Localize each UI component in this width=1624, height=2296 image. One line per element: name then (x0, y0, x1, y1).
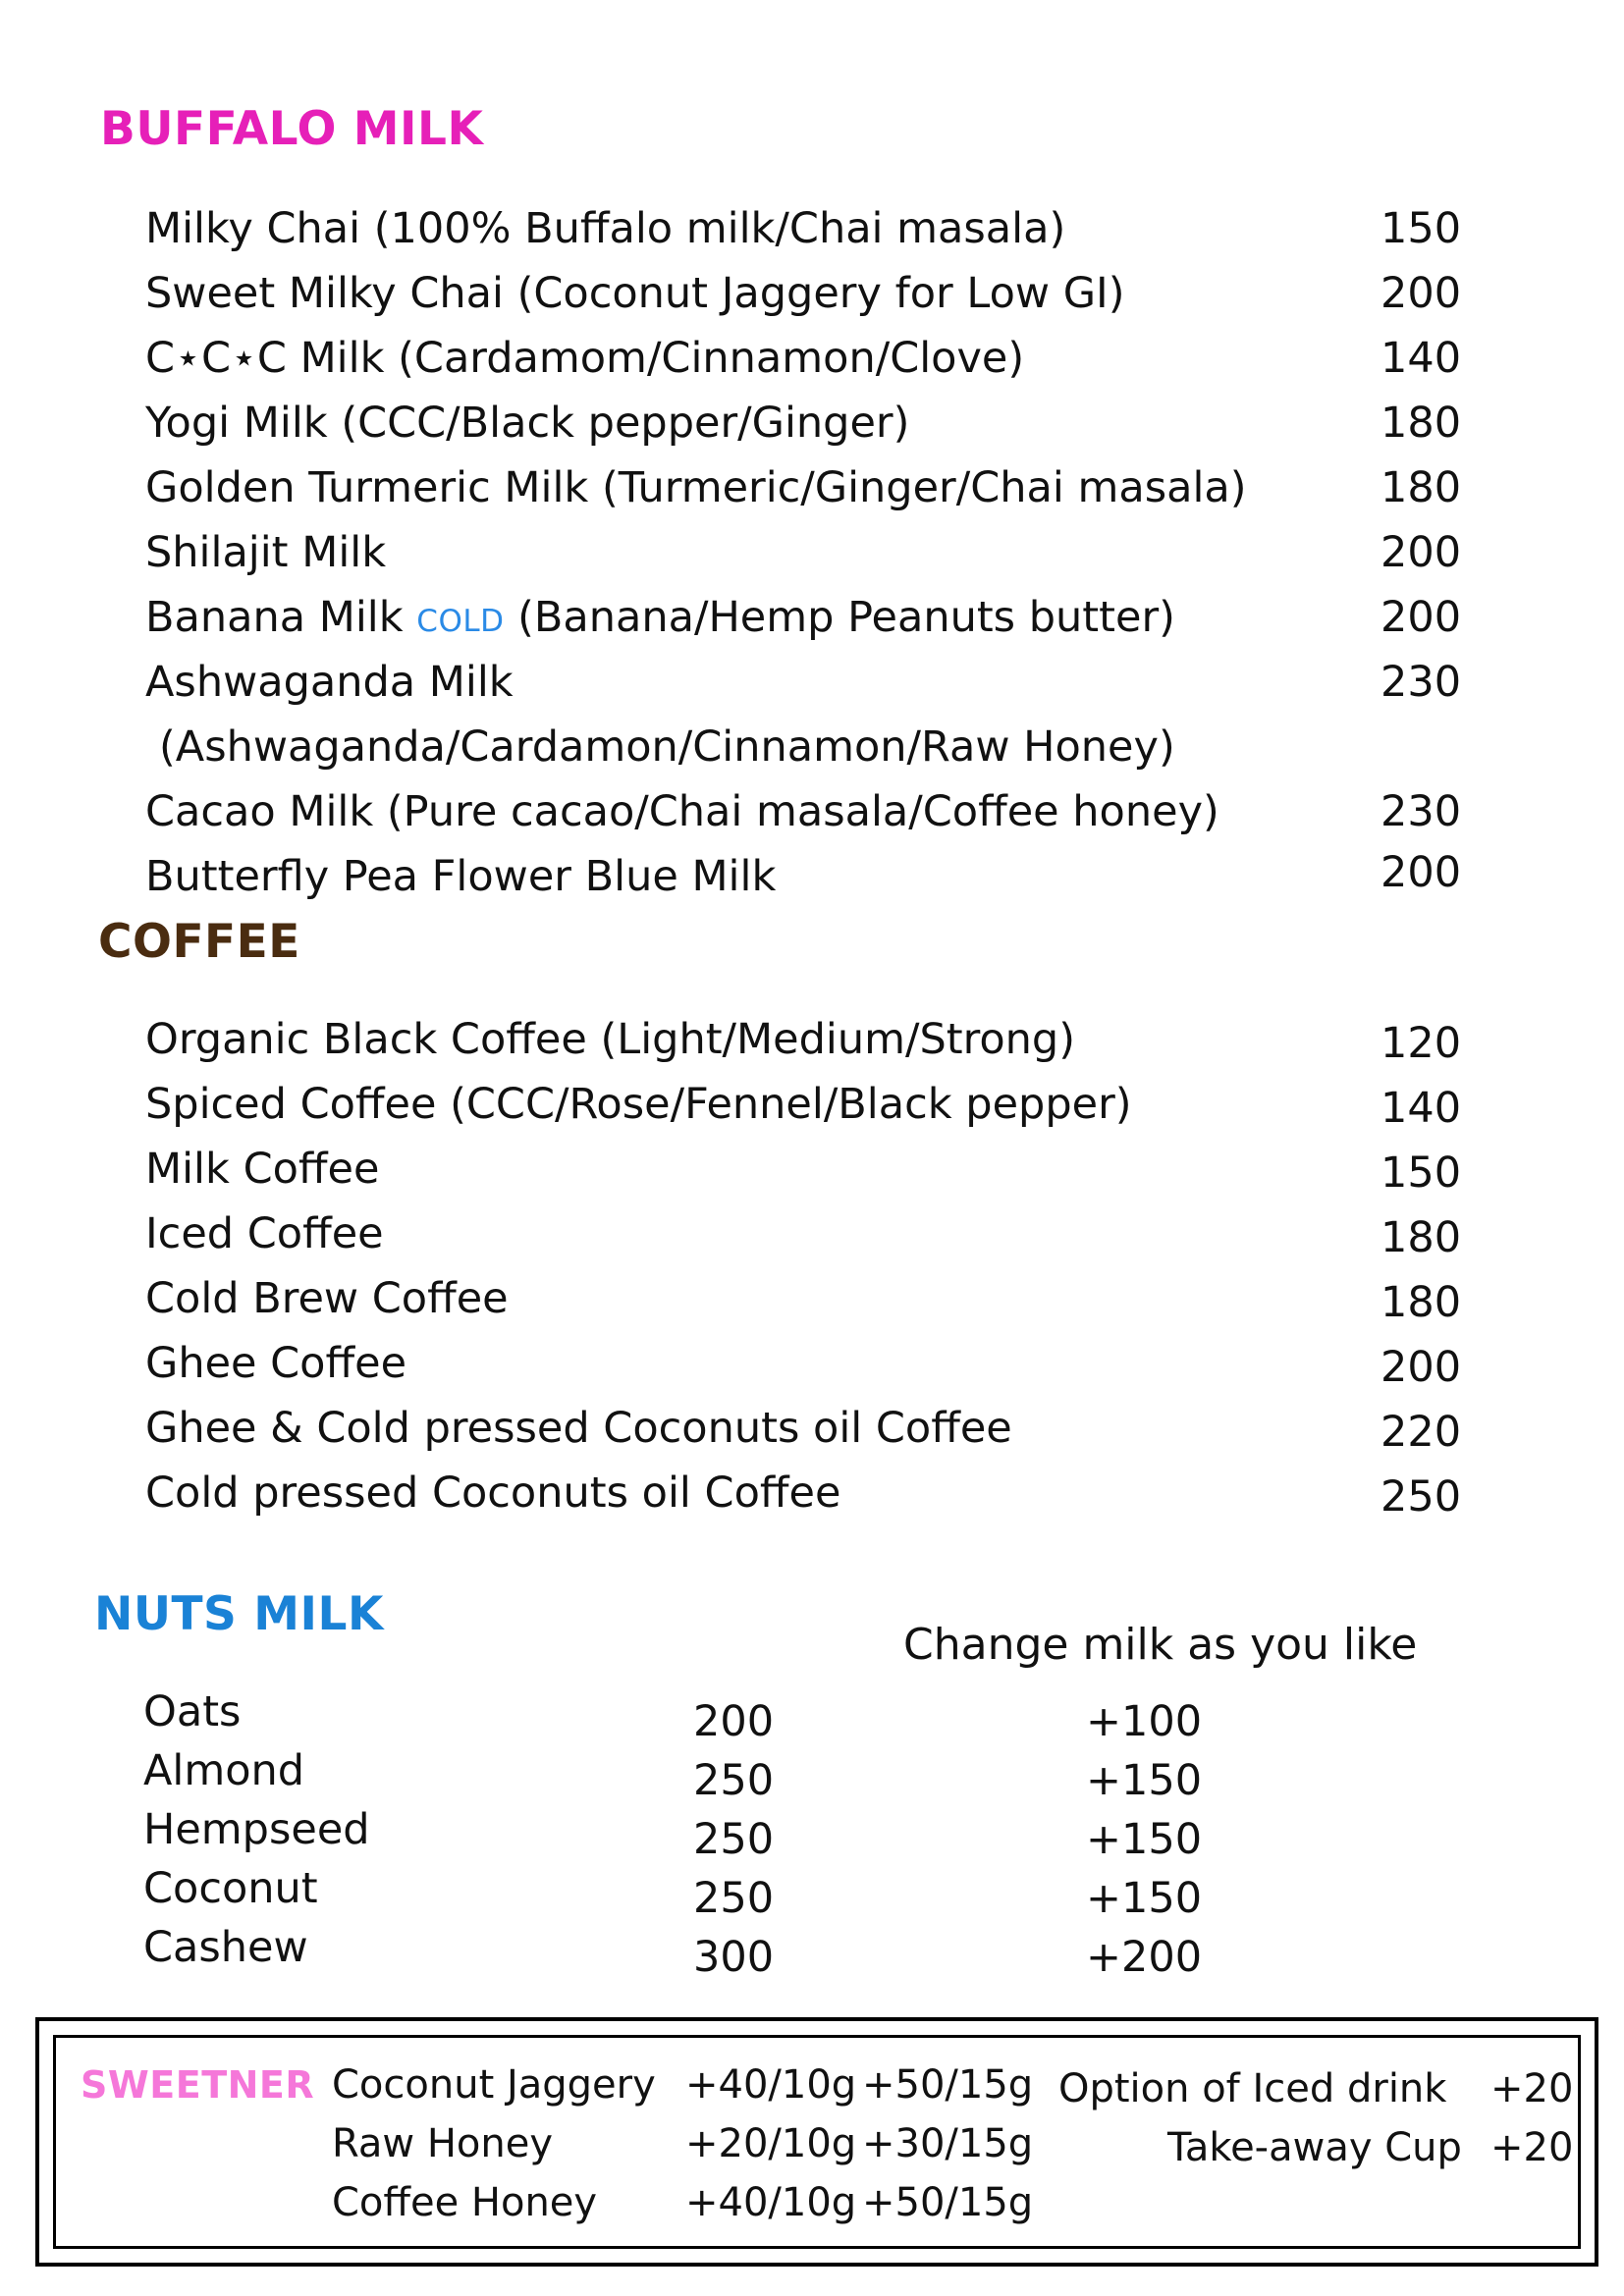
sweetener-price-10g: +40/10g (685, 2180, 857, 2225)
menu-item (145, 585, 1471, 650)
item-price: 140 (1380, 1084, 1462, 1133)
change-milk-label: Change milk as you like (903, 1620, 1418, 1670)
item-name: Shilajit Milk (145, 528, 387, 577)
item-price: 200 (1380, 528, 1462, 577)
nut-change-price: +150 (1086, 1874, 1203, 1923)
item-name: Ashwaganda Milk (145, 658, 514, 707)
menu-item (145, 1137, 1471, 1201)
item-price: 150 (1380, 1148, 1462, 1198)
nut-name: Cashew (143, 1923, 308, 1972)
item-price: 250 (1380, 1472, 1462, 1522)
nut-row (143, 1741, 1223, 1805)
nut-price: 250 (693, 1815, 775, 1864)
item-price: 230 (1380, 787, 1462, 836)
sweetener-name: Coconut Jaggery (332, 2062, 656, 2108)
item-price: 120 (1380, 1019, 1462, 1068)
menu-item (145, 261, 1471, 326)
nut-price: 250 (693, 1874, 775, 1923)
item-price: 200 (1380, 1343, 1462, 1392)
nuts-milk-list (143, 1682, 1223, 1982)
coffee-heading: COFFEE (98, 915, 300, 969)
item-price: 200 (1380, 593, 1462, 642)
menu-item (145, 1266, 1471, 1331)
extra-option-row (1167, 2118, 1574, 2177)
menu-item (145, 1331, 1471, 1396)
menu-item (145, 844, 1471, 909)
item-price: 220 (1380, 1408, 1462, 1457)
item-price: 140 (1380, 334, 1462, 383)
sweetener-name: Coffee Honey (332, 2180, 598, 2225)
menu-item (145, 779, 1471, 844)
sweetener-row (332, 2056, 1039, 2114)
item-price: 200 (1380, 848, 1462, 897)
item-name: Organic Black Coffee (Light/Medium/Strong) (145, 1015, 1075, 1064)
nut-name: Oats (143, 1687, 242, 1736)
sweetener-price-15g: +30/15g (862, 2121, 1034, 2166)
item-name: Milk Coffee (145, 1145, 380, 1194)
menu-item (145, 196, 1471, 261)
menu-item-detail (145, 715, 1471, 779)
buffalo-milk-list (145, 196, 1471, 909)
item-price: 230 (1380, 658, 1462, 707)
sweetener-price-10g: +40/10g (685, 2062, 857, 2108)
nuts-milk-heading: NUTS MILK (94, 1587, 384, 1641)
nut-row (143, 1918, 1223, 1982)
menu-item (145, 650, 1471, 715)
sweetener-price-10g: +20/10g (685, 2121, 857, 2166)
extra-option-row (1058, 2059, 1574, 2118)
item-price: 150 (1380, 204, 1462, 253)
nut-row (143, 1800, 1223, 1864)
nut-change-price: +200 (1086, 1933, 1203, 1982)
item-name: Sweet Milky Chai (Coconut Jaggery for Low GI) (145, 269, 1125, 318)
item-price: 180 (1380, 399, 1462, 448)
nut-change-price: +100 (1086, 1697, 1203, 1746)
menu-item (145, 1007, 1471, 1072)
menu-item (145, 520, 1471, 585)
nut-name: Coconut (143, 1864, 318, 1913)
item-price: 200 (1380, 269, 1462, 318)
item-name-detail: (Banana/Hemp Peanuts butter) (504, 593, 1175, 642)
sweetener-name: Raw Honey (332, 2121, 554, 2166)
extra-option-name: Take-away Cup (1167, 2125, 1462, 2170)
sweetener-price-15g: +50/15g (862, 2180, 1034, 2225)
sweetener-row (332, 2173, 1039, 2232)
item-name-part: Banana Milk (145, 593, 417, 642)
item-name: Yogi Milk (CCC/Black pepper/Ginger) (145, 399, 910, 448)
menu-item (145, 1072, 1471, 1137)
item-name: Ghee & Cold pressed Coconuts oil Coffee (145, 1404, 1012, 1453)
item-name: (Ashwaganda/Cardamon/Cinnamon/Raw Honey) (159, 722, 1175, 772)
cold-tag: COLD (416, 604, 505, 639)
nut-name: Almond (143, 1746, 305, 1795)
item-name: Iced Coffee (145, 1209, 384, 1258)
menu-item (145, 1461, 1471, 1525)
nut-price: 250 (693, 1756, 775, 1805)
item-name: Cold pressed Coconuts oil Coffee (145, 1468, 841, 1518)
nut-row (143, 1859, 1223, 1923)
menu-item (145, 1201, 1471, 1266)
item-name: C⋆C⋆C Milk (Cardamom/Cinnamon/Clove) (145, 334, 1025, 383)
item-name (145, 585, 1175, 654)
extra-option-price: +20 (1490, 2125, 1574, 2170)
item-name: Golden Turmeric Milk (Turmeric/Ginger/Chai masala) (145, 463, 1247, 512)
nut-price: 300 (693, 1933, 775, 1982)
menu-item (145, 455, 1471, 520)
nut-price: 200 (693, 1697, 775, 1746)
nut-change-price: +150 (1086, 1756, 1203, 1805)
item-name: Spiced Coffee (CCC/Rose/Fennel/Black pepper) (145, 1080, 1132, 1129)
coffee-list (145, 1007, 1471, 1525)
sweetener-label: SWEETNER (81, 2063, 315, 2107)
buffalo-milk-heading: BUFFALO MILK (100, 102, 484, 156)
item-name: Ghee Coffee (145, 1339, 407, 1388)
nut-change-price: +150 (1086, 1815, 1203, 1864)
item-price: 180 (1380, 1213, 1462, 1262)
sweetener-row (332, 2114, 1039, 2173)
menu-item (145, 391, 1471, 455)
menu-item (145, 326, 1471, 391)
item-name: Cacao Milk (Pure cacao/Chai masala/Coffee honey) (145, 787, 1219, 836)
item-name: Butterfly Pea Flower Blue Milk (145, 852, 777, 901)
item-price: 180 (1380, 1278, 1462, 1327)
nut-row (143, 1682, 1223, 1746)
extra-option-price: +20 (1490, 2066, 1574, 2111)
item-name: Cold Brew Coffee (145, 1274, 509, 1323)
extra-option-name: Option of Iced drink (1058, 2066, 1447, 2111)
nut-name: Hempseed (143, 1805, 370, 1854)
item-price: 180 (1380, 463, 1462, 512)
menu-item (145, 1396, 1471, 1461)
sweetener-price-15g: +50/15g (862, 2062, 1034, 2108)
item-name: Milky Chai (100% Buffalo milk/Chai masala) (145, 204, 1066, 253)
